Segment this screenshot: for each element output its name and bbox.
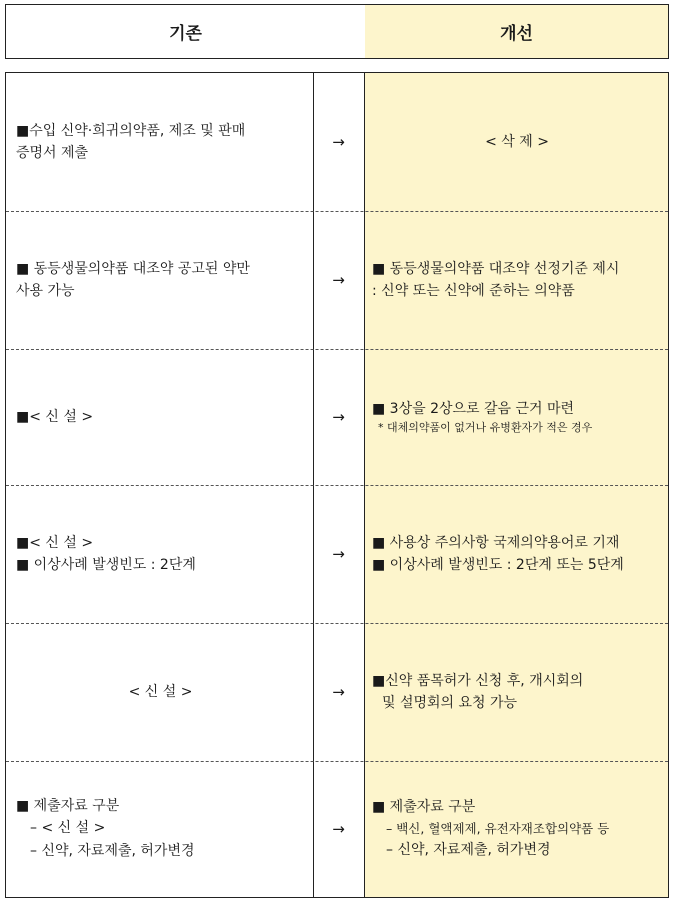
after-footnote: * 대체의약품이 없거나 유병환자가 적은 경우 xyxy=(378,420,593,434)
table-row xyxy=(6,485,668,624)
comparison-header xyxy=(5,4,669,59)
before-text: ■ 동등생물의약품 대조약 공고된 약만 xyxy=(16,260,250,277)
before-text: 사용 가능 xyxy=(16,283,75,299)
arrow-icon: → xyxy=(332,408,345,426)
before-cell xyxy=(6,761,313,896)
after-text: – 백신, 혈액제제, 유전자재조합의약품 등 xyxy=(386,820,610,836)
comparison-table xyxy=(5,72,669,898)
after-text: 및 설명회의 요청 가능 xyxy=(382,695,518,711)
after-text: ■ 동등생물의약품 대조약 선정기준 제시 xyxy=(372,260,620,277)
before-text: 증명서 제출 xyxy=(16,145,89,161)
header-before: 기존 xyxy=(6,5,365,58)
before-text: ■< 신 설 > xyxy=(16,534,94,551)
before-text: – < 신 설 > xyxy=(30,820,106,837)
before-text: ■< 신 설 > xyxy=(16,408,94,425)
after-cell xyxy=(364,761,668,896)
before-text: – 신약, 자료제출, 허가변경 xyxy=(30,842,195,859)
before-cell xyxy=(6,623,313,761)
after-text: ■ 3상을 2상으로 갈음 근거 마련 xyxy=(372,400,575,417)
arrow-icon: → xyxy=(332,683,345,701)
before-text: ■ 이상사례 발생빈도 : 2단계 xyxy=(16,557,196,573)
after-cell xyxy=(364,485,668,623)
before-cell xyxy=(6,349,313,485)
after-text: < 삭 제 > xyxy=(485,133,549,150)
after-text: ■신약 품목허가 신청 후, 개시회의 xyxy=(372,672,584,689)
arrow-icon: → xyxy=(332,133,345,151)
arrow-icon: → xyxy=(332,819,345,838)
after-text: ■ 사용상 주의사항 국제의약용어로 기재 xyxy=(372,534,620,551)
after-text: ■ 제출자료 구분 xyxy=(372,799,476,816)
before-cell xyxy=(6,485,313,623)
table-row xyxy=(6,623,668,762)
before-text: ■ 제출자료 구분 xyxy=(16,797,120,814)
before-cell xyxy=(6,73,313,211)
after-text: – 신약, 자료제출, 허가변경 xyxy=(386,841,551,858)
arrow-icon: → xyxy=(332,271,345,289)
after-cell xyxy=(364,73,668,211)
table-row xyxy=(6,211,668,350)
table-row xyxy=(6,73,668,212)
after-text: : 신약 또는 신약에 준하는 의약품 xyxy=(372,283,575,299)
header-after: 개선 xyxy=(365,5,668,58)
after-cell xyxy=(364,349,668,485)
after-cell xyxy=(364,211,668,349)
table-row xyxy=(6,349,668,486)
before-text: ■수입 신약·희귀의약품, 제조 및 판매 xyxy=(16,122,246,139)
arrow-icon: → xyxy=(332,545,345,563)
after-text: ■ 이상사례 발생빈도 : 2단계 또는 5단계 xyxy=(372,557,624,573)
before-cell xyxy=(6,211,313,349)
table-row xyxy=(6,761,668,896)
after-cell xyxy=(364,623,668,761)
before-text: < 신 설 > xyxy=(128,683,193,700)
